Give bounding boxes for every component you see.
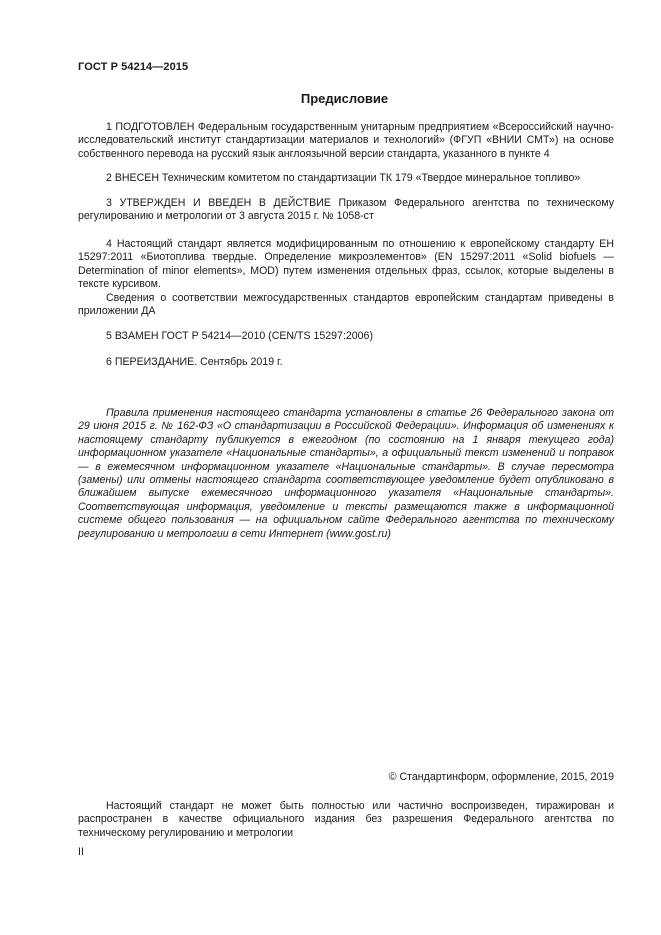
application-rules-note: Правила применения настоящего стандарта установлены в статье 26 Федерального закона от 29 июня 2015 г. № 162-ФЗ «О стандартизации в Российской Федерации». Информация об изменениях к настоящему стандарту публикуется в ежегодном (по состоянию на 1 января текущего года) информационном указателе «Национальные стандарты», а официальный текст изменений и поправок — в ежемесячном информационном указателе «Национальные стандарты». В случае пересмотра (замены) или отмены настоящего стандарта соответствующее уведомление будет опубликовано в ближайшем выпуске ежемесячного информационного указателя «Национальные стандарты». Соответствующая информация, уведомление и тексты размещаются также в информационной системе общего пользования — на официальном сайте Федерального агентства по техническому регулированию и метрологии в сети Интернет (www.gost.ru) (78, 407, 614, 540)
item-3-text: 3 УТВЕРЖДЕН И ВВЕДЕН В ДЕЙСТВИЕ Приказом Федерального агентства по техническому регулированию и метрологии от 3 августа 2015 г. № 1058-ст (78, 197, 614, 223)
item-4 (78, 238, 614, 318)
item-1-text: 1 ПОДГОТОВЛЕН Федеральным государственным унитарным предприятием «Всероссийский научно-исследовательский институт стандартизации материалов и технологий» (ФГУП «ВНИИ СМТ») на основе собственного перевода на русский язык англоязычной версии стандарта, указанного в пункте 4 (78, 121, 614, 160)
item-5-text: 5 ВЗАМЕН ГОСТ Р 54214—2010 (CEN/TS 15297:2006) (106, 330, 373, 342)
item-1 (78, 121, 614, 161)
page-number: II (78, 846, 84, 858)
copyright: © Стандартинформ, оформление, 2015, 2019 (388, 771, 614, 783)
item-4-text: 4 Настоящий стандарт является модифицированным по отношению к европейскому стандарту ЕН 15297:2011 «Биотоплива твердые. Определение микроэлементов» (EN 15297:2011 «Solid biofuels — Determination of minor elements», MOD) путем изменения отдельных фраз, ссылок, которые выделены в тексте курсивом. (78, 238, 614, 291)
item-3 (78, 197, 614, 224)
item-2 (78, 172, 614, 185)
item-5 (78, 330, 614, 343)
item-2-text: 2 ВНЕСЕН Техническим комитетом по стандартизации ТК 179 «Твердое минеральное топливо» (106, 172, 581, 184)
rights-notice: Настоящий стандарт не может быть полностью или частично воспроизведен, тиражирован и распространен в качестве официального издания без разрешения Федерального агентства по техническому регулированию и метрологии (78, 800, 614, 839)
item-6 (78, 356, 614, 369)
page-title: Предисловие (300, 91, 389, 106)
standard-code: ГОСТ Р 54214—2015 (78, 61, 189, 73)
item-4-extra-text: Сведения о соответствии межгосударственных стандартов европейским стандартам приведены в приложении ДА (78, 291, 614, 318)
item-6-text: 6 ПЕРЕИЗДАНИЕ. Сентябрь 2019 г. (106, 356, 283, 368)
